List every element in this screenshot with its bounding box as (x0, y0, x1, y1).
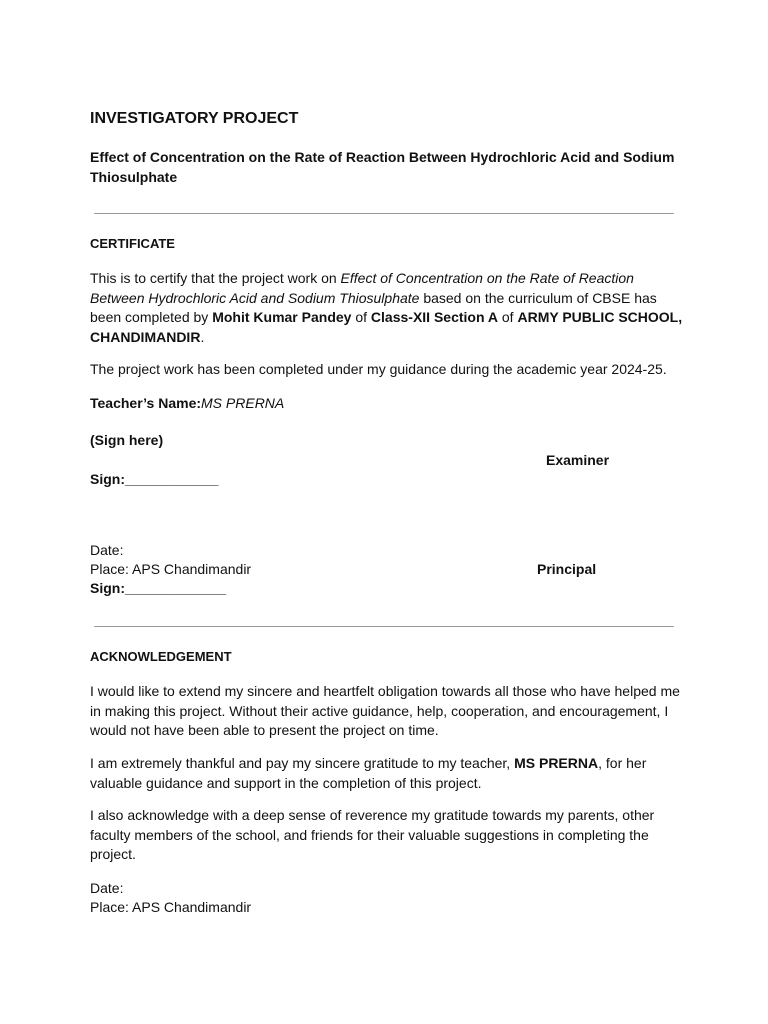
teacher-name-label: Teacher’s Name: (90, 395, 202, 411)
certificate-date-label: Date: (90, 542, 124, 558)
principal-label: Principal (537, 561, 597, 577)
sign-here-label: (Sign here) (90, 432, 164, 448)
certificate-topic: Effect of Concentration on the Rate of Reaction Between Hydrochloric Acid and Sodium Thiosulphate (90, 270, 634, 306)
acknowledgement-date-label: Date: (90, 880, 124, 896)
project-subtitle: Effect of Concentration on the Rate of Reaction Between Hydrochloric Acid and Sodium Thiosulphate (90, 149, 675, 185)
certificate-text-3: of (351, 309, 371, 325)
section-divider-top (94, 213, 674, 214)
certificate-text-5: . (200, 328, 205, 345)
ack-teacher-name: MS PRERNA (514, 755, 599, 771)
certificate-place: Place: APS Chandimandir (90, 561, 252, 577)
acknowledgement-place: Place: APS Chandimandir (90, 899, 252, 915)
examiner-label: Examiner (546, 452, 610, 468)
teacher-sign-line: Sign:____________ (90, 471, 219, 487)
acknowledgement-heading: ACKNOWLEDGEMENT (90, 649, 232, 664)
ack-text-1: I am extremely thankful and pay my sincere gratitude to my teacher, (90, 755, 515, 771)
document-title: INVESTIGATORY PROJECT (90, 110, 299, 127)
ack-text-2: , for her valuable guidance and support in the completion of this project. (90, 755, 647, 791)
acknowledgement-paragraph-2 (90, 754, 690, 793)
school-name: ARMY PUBLIC SCHOOL, CHANDIMANDIR (90, 309, 683, 345)
student-name: Mohit Kumar Pandey (212, 309, 352, 325)
acknowledgement-paragraph-3: I also acknowledge with a deep sense of reverence my gratitude towards my parents, other faculty members of the school, and friends for their valuable suggestions in completing the project. (90, 807, 655, 862)
teacher-name-line (90, 394, 284, 414)
certificate-text-2: based on the curriculum of CBSE has been completed by (90, 289, 657, 325)
certificate-heading: CERTIFICATE (90, 236, 175, 251)
section-divider-middle (94, 626, 674, 627)
acknowledgement-paragraph-1: I would like to extend my sincere and heartfelt obligation towards all those who have helped me in making this project. Without their active guidance, help, cooperation, and encouragement, I would not have been able to present the project on time. (90, 683, 680, 738)
certificate-text-1: This is to certify that the project work on (90, 270, 341, 286)
guidance-paragraph: The project work has been completed under my guidance during the academic year 2024-25. (90, 361, 667, 377)
principal-sign-line: Sign:_____________ (90, 580, 227, 596)
certificate-text-4: of (498, 309, 518, 325)
student-class: Class-XII Section A (370, 309, 498, 325)
teacher-name-value: MS PRERNA (201, 395, 285, 411)
certificate-paragraph (90, 269, 690, 347)
